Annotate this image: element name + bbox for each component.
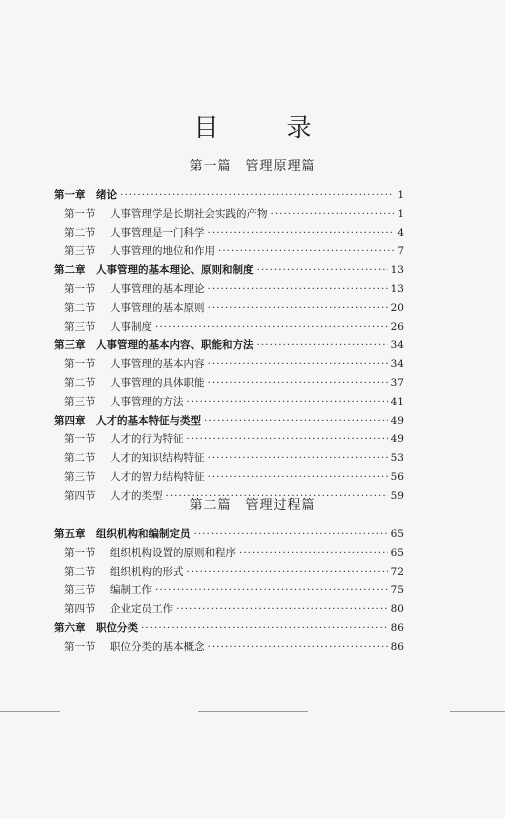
toc-page-number: 65 xyxy=(390,528,404,540)
toc-number: 第六章 xyxy=(54,622,86,634)
dot-leader xyxy=(208,300,388,316)
toc-number: 第二章 xyxy=(54,264,86,277)
toc-page-number: 86 xyxy=(390,640,404,653)
toc-title: 企业定员工作 xyxy=(110,603,173,616)
toc-title: 职位分类 xyxy=(96,622,138,634)
toc-number: 第二节 xyxy=(64,301,96,314)
dot-leader xyxy=(155,582,388,598)
toc-page-number: 7 xyxy=(397,245,404,258)
toc-number: 第三章 xyxy=(54,339,86,352)
toc-title: 人事管理的基本内容 xyxy=(110,358,205,371)
toc-section-row xyxy=(64,225,404,241)
dot-leader xyxy=(218,243,394,259)
toc-number: 第一节 xyxy=(64,433,96,446)
toc-section-row xyxy=(64,206,404,222)
toc-title: 人事管理的方法 xyxy=(110,395,184,408)
dot-leader xyxy=(208,375,388,391)
toc-title: 人才的智力结构特征 xyxy=(110,471,205,483)
toc-title: 人事管理的基本内容、职能和方法 xyxy=(96,339,254,352)
toc-title: 组织机构设置的原则和程序 xyxy=(110,546,236,559)
dot-leader xyxy=(208,281,388,297)
toc-section-row xyxy=(64,545,404,561)
toc-section-row xyxy=(64,300,404,316)
toc-section-row xyxy=(64,356,404,372)
toc-page-number: 13 xyxy=(390,283,404,295)
toc-number: 第二节 xyxy=(64,377,96,389)
toc-number: 第三节 xyxy=(64,320,96,333)
dot-leader xyxy=(187,431,388,447)
toc-page-number: 72 xyxy=(390,565,404,578)
toc-title: 人事管理的地位和作用 xyxy=(110,245,215,258)
dot-leader xyxy=(208,469,388,485)
toc-chapter-row xyxy=(54,187,404,203)
toc-section-row xyxy=(64,450,404,466)
toc-number: 第四节 xyxy=(64,489,96,502)
dot-leader xyxy=(208,639,388,655)
toc-page-number: 59 xyxy=(390,489,404,502)
toc-number: 第一节 xyxy=(64,640,96,653)
toc-page-number: 13 xyxy=(390,264,404,277)
dot-leader xyxy=(257,262,388,278)
toc-page-number: 49 xyxy=(390,433,404,446)
toc-chapter-row xyxy=(54,413,404,429)
toc-number: 第三节 xyxy=(64,584,96,597)
dot-leader xyxy=(155,319,388,335)
toc-title: 人事管理的基本原则 xyxy=(110,301,205,314)
toc-title: 人事管理的基本理论、原则和制度 xyxy=(96,264,254,277)
dot-leader xyxy=(194,526,388,542)
scan-artifact-line xyxy=(450,711,505,712)
toc-page-number: 26 xyxy=(390,320,404,333)
toc-section-row xyxy=(64,582,404,598)
toc-title: 编制工作 xyxy=(110,584,152,597)
toc-number: 第二节 xyxy=(64,565,96,578)
toc-section-row xyxy=(64,601,404,617)
toc-number: 第四章 xyxy=(54,414,86,427)
dot-leader xyxy=(208,356,388,372)
toc-title: 组织机构的形式 xyxy=(110,565,184,578)
toc-page-number: 34 xyxy=(390,358,404,371)
toc-page-number: 65 xyxy=(390,546,404,559)
toc-page-number: 1 xyxy=(397,207,404,220)
dot-leader xyxy=(257,337,388,353)
toc-section-row xyxy=(64,431,404,447)
toc-number: 第二节 xyxy=(64,452,96,465)
toc-page-number: 80 xyxy=(390,603,404,616)
toc-page-number: 75 xyxy=(390,584,404,597)
page-title: 目 录 xyxy=(193,113,342,142)
toc-title: 人才的知识结构特征 xyxy=(110,452,205,465)
toc-page-number: 53 xyxy=(390,452,404,465)
toc-number: 第一章 xyxy=(54,189,86,201)
toc-number: 第四节 xyxy=(64,603,96,616)
dot-leader xyxy=(141,620,388,636)
toc-page-number: 49 xyxy=(390,414,404,427)
dot-leader xyxy=(239,545,388,561)
toc-page-number: 20 xyxy=(390,301,404,314)
dot-leader xyxy=(204,413,388,429)
toc-number: 第一节 xyxy=(64,283,96,295)
dot-leader xyxy=(208,450,388,466)
dot-leader xyxy=(176,601,388,617)
toc-number: 第三节 xyxy=(64,245,96,258)
toc-title: 人事管理的基本理论 xyxy=(110,283,205,295)
toc-chapter-row xyxy=(54,620,404,636)
toc-number: 第一节 xyxy=(64,358,96,371)
scan-artifact-line xyxy=(0,711,60,712)
toc-section-row xyxy=(64,375,404,391)
toc-title: 人事管理学是长期社会实践的产物 xyxy=(110,207,268,220)
toc-page-number: 34 xyxy=(390,339,404,352)
part-heading: 第二篇 管理过程篇 xyxy=(189,498,316,513)
toc-title: 人事管理是一门科学 xyxy=(110,226,205,239)
dot-leader xyxy=(120,187,394,203)
toc-section-row xyxy=(64,639,404,655)
scan-artifact-line xyxy=(198,711,308,712)
toc-section-row xyxy=(64,564,404,580)
toc-chapter-row xyxy=(54,262,404,278)
toc-number: 第五章 xyxy=(54,528,86,540)
toc-title: 绪论 xyxy=(96,189,117,201)
dot-leader xyxy=(187,394,388,410)
toc-title: 职位分类的基本概念 xyxy=(110,640,205,653)
toc-page-number: 37 xyxy=(390,377,404,389)
toc-section-row xyxy=(64,319,404,335)
toc-page-number: 56 xyxy=(390,471,404,483)
toc-section-row xyxy=(64,469,404,485)
toc-title: 人事管理的具体职能 xyxy=(110,377,205,389)
toc-section-row xyxy=(64,394,404,410)
toc-number: 第三节 xyxy=(64,395,96,408)
toc-page-number: 1 xyxy=(397,189,404,201)
toc-title: 人事制度 xyxy=(110,320,152,333)
toc-section-row xyxy=(64,243,404,259)
toc-number: 第二节 xyxy=(64,226,96,239)
dot-leader xyxy=(208,225,395,241)
toc-page-number: 4 xyxy=(397,226,404,239)
dot-leader xyxy=(271,206,395,222)
toc-title: 人才的类型 xyxy=(110,489,163,502)
toc-chapter-row xyxy=(54,526,404,542)
toc-number: 第一节 xyxy=(64,546,96,559)
dot-leader xyxy=(187,564,388,580)
part-heading: 第一篇 管理原理篇 xyxy=(189,159,316,174)
toc-number: 第三节 xyxy=(64,471,96,483)
toc-page-number: 41 xyxy=(390,395,404,408)
toc-section-row xyxy=(64,281,404,297)
toc-chapter-row xyxy=(54,337,404,353)
toc-title: 人才的行为特征 xyxy=(110,433,184,446)
toc-title: 组织机构和编制定员 xyxy=(96,528,191,540)
toc-title: 人才的基本特征与类型 xyxy=(96,414,201,427)
toc-number: 第一节 xyxy=(64,207,96,220)
toc-page-number: 86 xyxy=(390,622,404,634)
